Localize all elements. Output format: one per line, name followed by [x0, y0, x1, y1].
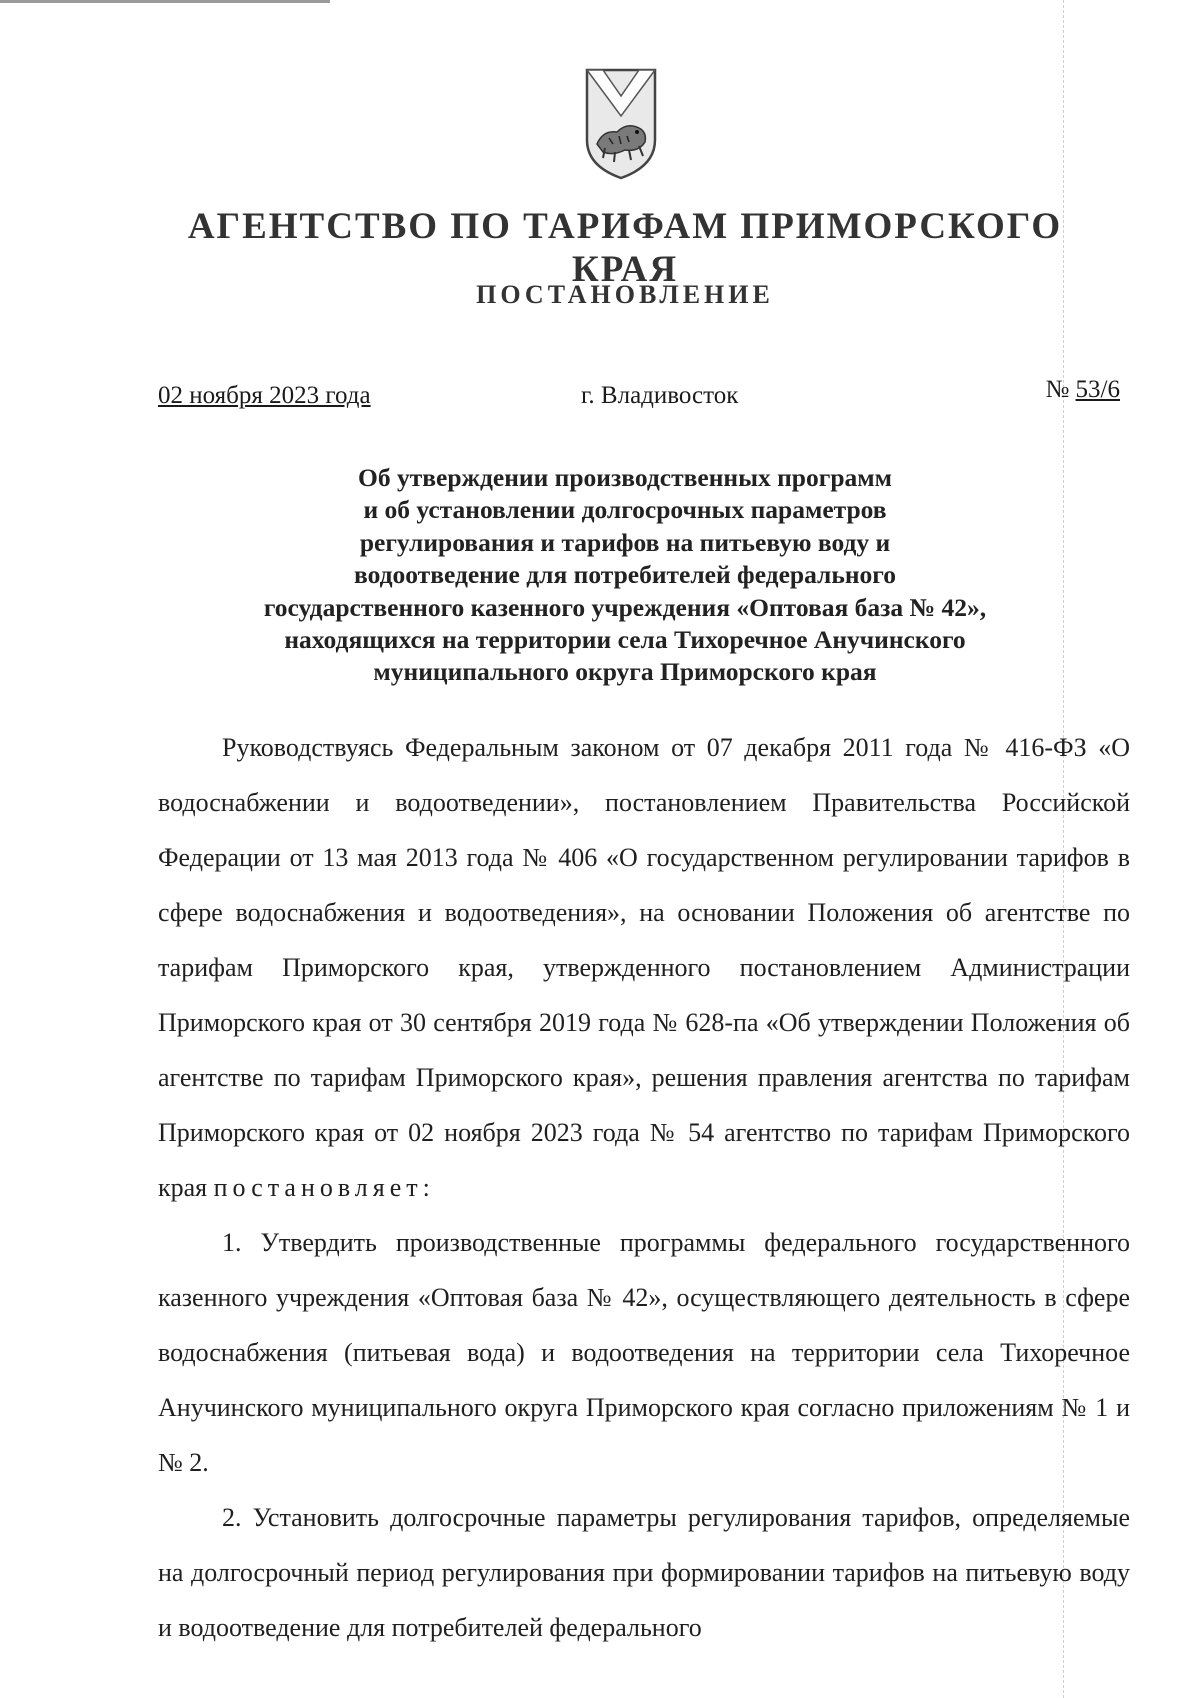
- subject-line: Об утверждении производственных программ: [358, 463, 892, 492]
- coat-of-arms-icon: [583, 62, 659, 182]
- preamble-paragraph: [158, 720, 1130, 1215]
- agency-title: АГЕНТСТВО ПО ТАРИФАМ ПРИМОРСКОГО КРАЯ: [187, 206, 1063, 290]
- number-sign: №: [1045, 376, 1070, 403]
- subject-line: государственного казенного учреждения «Оптовая база № 42»,: [263, 592, 987, 622]
- document-number: [1045, 376, 1120, 404]
- document-type: ПОСТАНОВЛЕНИЕ: [476, 280, 774, 309]
- document-body: [158, 720, 1130, 1655]
- subject-line: находящихся на территории села Тихоречное Анучинского: [284, 625, 966, 655]
- document-date: 02 ноября 2023 года: [158, 382, 371, 409]
- subject-line: муниципального округа Приморского края: [373, 657, 877, 687]
- document-city: г. Владивосток: [581, 382, 739, 409]
- subject-line: водоотведение для потребителей федерального: [354, 560, 896, 590]
- subject-line: и об установлении долгосрочных параметров: [363, 495, 887, 525]
- item-2-paragraph: 2. Установить долгосрочные параметры регулирования тарифов, определяемые на долгосрочный период регулирования при формировании тарифов на питьевую воду и водоотведение для потребителей федерального: [158, 1503, 1130, 1642]
- resolves-word: постановляет:: [213, 1173, 435, 1202]
- document-subject: [150, 462, 1100, 689]
- preamble-text: Руководствуясь Федеральным законом от 07 декабря 2011 года № 416-ФЗ «О водоснабжении и водоотведении», постановлением Правительства Российской Федерации от 13 мая 2013 года № 406 «О государственном регулировании тарифов в сфере водоснабжения и водоотведения», на основании Положения об агентстве по тарифам Приморского края, утвержденного постановлением Администрации Приморского края от 30 сентября 2019 года № 628-па «Об утверждении Положения об агентстве по тарифам Приморского края», решения правления агентства по тарифам Приморского края от 02 ноября 2023 года № 54 агентство по тарифам Приморского края: [158, 733, 1130, 1202]
- item-1-paragraph: 1. Утвердить производственные программы федерального государственного казенного учреждения «Оптовая база № 42», осуществляющего деятельность в сфере водоснабжения (питьевая вода) и водоотведения на территории села Тихоречное Анучинского муниципального округа Приморского края согласно приложениям № 1 и № 2.: [158, 1228, 1130, 1477]
- number-value: 53/6: [1075, 376, 1120, 403]
- subject-line: регулирования и тарифов на питьевую воду и: [359, 527, 891, 557]
- scan-edge-line: [0, 0, 330, 3]
